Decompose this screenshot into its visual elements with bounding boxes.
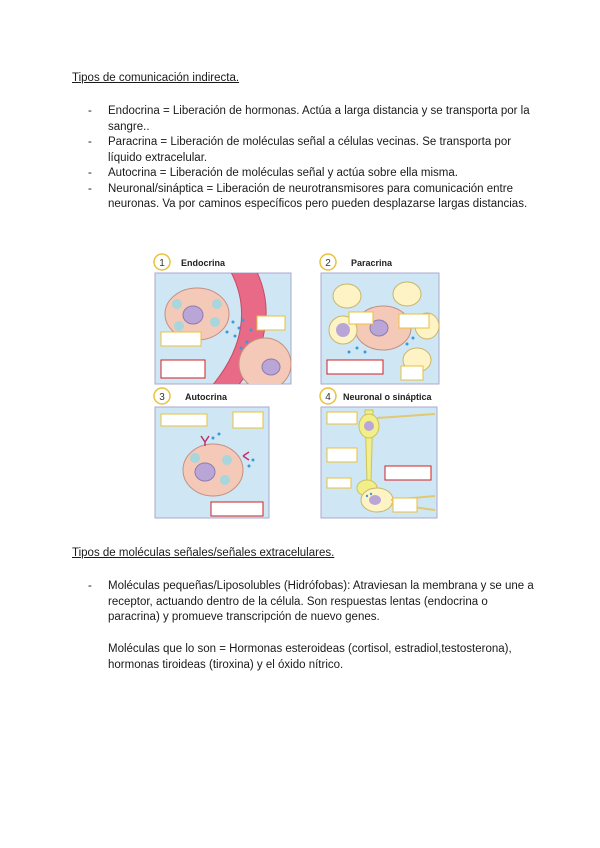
panel-title: Neuronal o sináptica <box>343 392 432 402</box>
molecules-examples-note: Moléculas que lo son = Hormonas esteroideas (cortisol, estradiol,testosterona), hormonas tiroideas (tiroxina) y el óxido nítrico. <box>108 643 512 671</box>
nucleus <box>183 306 203 324</box>
panel-number: 4 <box>325 392 331 403</box>
label-box <box>161 360 205 378</box>
heading-signal-molecules: Tipos de moléculas señales/señales extracelulares. <box>72 547 335 559</box>
label-box <box>327 360 383 374</box>
label-box <box>327 478 351 488</box>
panel-number: 2 <box>325 258 331 269</box>
signal-molecules-list <box>88 579 538 626</box>
list-item-endocrine: - Endocrina = Liberación de hormonas. Actúa a larga distancia y se transporta por la sangre.. <box>88 104 538 135</box>
panel-paracrine <box>320 254 439 384</box>
panel-title: Endocrina <box>181 258 226 268</box>
label-box <box>385 466 431 480</box>
signaling-types-figure <box>153 252 443 520</box>
panel-title: Paracrina <box>351 258 393 268</box>
label-box <box>399 314 429 328</box>
heading-indirect-communication: Tipos de comunicación indirecta. <box>72 72 240 84</box>
label-box <box>327 448 357 462</box>
label-box <box>211 502 263 516</box>
label-box <box>349 312 373 324</box>
label-box <box>161 414 207 426</box>
label-box <box>401 366 423 380</box>
label-box <box>161 332 201 346</box>
panel-autocrine <box>154 388 269 518</box>
label-box <box>393 498 417 512</box>
label-box <box>257 316 285 330</box>
list-item-autocrine: - Autocrina = Liberación de moléculas señal y actúa sobre ella misma. <box>88 166 538 182</box>
label-box <box>233 412 263 428</box>
panel-title: Autocrina <box>185 392 228 402</box>
list-item-small-liposoluble: - Moléculas pequeñas/Liposolubles (Hidrófobas): Atraviesan la membrana y se une a receptor, actuando dentro de la célula. Son respuestas lentas (endocrina o paracrina) y promueve transcripción de nuevo genes. <box>88 579 538 626</box>
communication-types-list <box>88 104 538 213</box>
panel-neuronal <box>320 388 437 518</box>
panel-number: 3 <box>159 392 165 403</box>
label-box <box>327 412 357 424</box>
panel-number: 1 <box>159 258 165 269</box>
list-item-paracrine: - Paracrina = Liberación de moléculas señal a células vecinas. Se transporta por líquido extracelular. <box>88 135 538 166</box>
panel-endocrine <box>154 254 291 390</box>
list-item-neuronal: - Neuronal/sináptica = Liberación de neurotransmisores para comunicación entre neuronas. Va por caminos específicos pero pueden desplazarse largas distancias. <box>88 182 538 213</box>
